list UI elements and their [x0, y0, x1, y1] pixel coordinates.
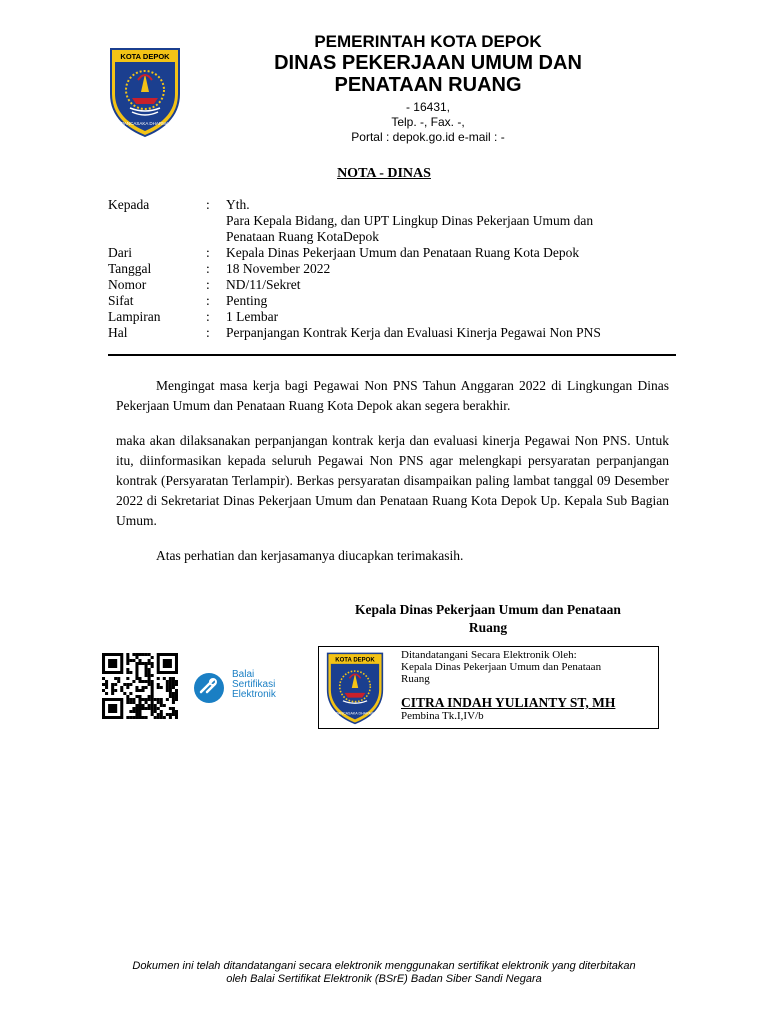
meta-colon: :	[206, 325, 210, 340]
meta-row-dari	[108, 245, 678, 261]
signed-by-label: Ditandatangani Secara Elektronik Oleh:	[401, 649, 577, 661]
meta-label: Lampiran	[108, 309, 161, 324]
logo-text-top: KOTA DEPOK	[120, 52, 170, 61]
meta-colon: :	[206, 293, 210, 308]
memo-header-table	[108, 197, 678, 341]
signatory-title-line1: Kepala Dinas Pekerjaan Umum dan Penataan	[355, 602, 621, 617]
signer-position-line2: Ruang	[401, 673, 430, 685]
kota-depok-emblem	[325, 651, 385, 725]
qr-code	[102, 653, 178, 719]
body-paragraph-3: Atas perhatian dan kerjasamanya diucapkan terimakasih.	[156, 548, 464, 563]
meta-row-sifat	[108, 293, 678, 309]
meta-value: Kepala Dinas Pekerjaan Umum dan Penataan Ruang Kota Depok	[226, 245, 580, 260]
logo-text-top: KOTA DEPOK	[335, 657, 375, 664]
letterhead-agency-line2: PENATAAN RUANG	[334, 74, 522, 96]
meta-colon: :	[206, 261, 210, 276]
meta-value: Penting	[226, 293, 268, 308]
body-paragraph-1: Mengingat masa kerja bagi Pegawai Non PNS Tahun Anggaran 2022 di Lingkungan Dinas Pekerjaan Umum dan Penataan Ruang Kota Depok akan segera berakhir.	[116, 378, 669, 413]
footer-line2: oleh Balai Sertifikat Elektronik (BSrE) Badan Siber Sandi Negara	[226, 973, 542, 985]
document-title: NOTA - DINAS	[337, 166, 431, 181]
bsre-line3: Elektronik	[232, 689, 276, 700]
letterhead-government: PEMERINTAH KOTA DEPOK	[314, 32, 542, 51]
electronic-signature-box	[318, 646, 659, 729]
meta-label: Sifat	[108, 293, 134, 308]
meta-label: Hal	[108, 325, 128, 340]
meta-label: Nomor	[108, 277, 147, 292]
meta-colon: :	[206, 277, 210, 292]
bsre-line1: Balai	[232, 669, 255, 680]
meta-colon: :	[206, 245, 210, 260]
meta-colon: :	[206, 309, 210, 324]
signer-position-line1: Kepala Dinas Pekerjaan Umum dan Penataan	[401, 661, 602, 673]
letterhead-phone: Telp. -, Fax. -,	[391, 115, 465, 129]
signer-name: CITRA INDAH YULIANTY ST, MH	[401, 695, 616, 710]
bsre-wordmark	[232, 670, 276, 700]
letterhead-postal: - 16431,	[405, 100, 451, 114]
header-divider	[108, 354, 676, 356]
meta-value	[226, 197, 678, 245]
letterhead-portal: Portal : depok.go.id e-mail : -	[351, 130, 505, 144]
meta-value: ND/11/Sekret	[226, 277, 301, 292]
kepada-line2: Para Kepala Bidang, dan UPT Lingkup Dinas Pekerjaan Umum dan	[226, 213, 594, 228]
meta-row-hal	[108, 325, 678, 341]
kepada-line1: Yth.	[226, 197, 250, 212]
memo-body	[116, 376, 669, 566]
bsre-line2: Sertifikasi	[232, 679, 276, 690]
kota-depok-emblem	[108, 46, 182, 138]
meta-row-tanggal	[108, 261, 678, 277]
logo-text-bottom: PANCASAKA DHARMA	[335, 711, 375, 716]
signatory-title-line2: Ruang	[468, 620, 508, 635]
meta-row-nomor	[108, 277, 678, 293]
meta-label: Tanggal	[108, 261, 152, 276]
signatory-title	[318, 601, 658, 637]
meta-label: Dari	[108, 245, 132, 260]
meta-value: 1 Lembar	[226, 309, 279, 324]
signature-details	[401, 649, 651, 723]
meta-row-kepada	[108, 197, 678, 245]
letterhead-agency-line1: DINAS PEKERJAAN UMUM DAN	[274, 52, 582, 74]
meta-value: 18 November 2022	[226, 261, 331, 276]
logo-text-bottom: PANCASAKA DHARMA	[121, 121, 169, 126]
kepada-line3: Penataan Ruang KotaDepok	[226, 229, 379, 244]
signer-rank: Pembina Tk.I,IV/b	[401, 710, 484, 722]
letterhead	[188, 32, 668, 145]
footer-note	[0, 960, 768, 986]
footer-line1: Dokumen ini telah ditandatangani secara elektronik menggunakan sertifikat elektronik yang diterbitakan	[132, 960, 636, 972]
meta-label: Kepada	[108, 197, 150, 212]
body-paragraph-2: maka akan dilaksanakan perpanjangan kontrak kerja dan evaluasi kinerja Pegawai Non PNS. Untuk itu, diinformasikan kepada seluruh Pegawai Non PNS agar melengkapi persyaratan perpanjangan kontrak (Persyaratan Terlampir). Berkas persyaratan disampaikan paling lambat tanggal 09 Desember 2022 di Sekretariat Dinas Pekerjaan Umum dan Penataan Ruang Kota Depok Up. Kepala Sub Bagian Umum.	[116, 433, 669, 528]
meta-row-lampiran	[108, 309, 678, 325]
meta-colon: :	[206, 197, 210, 212]
meta-value: Perpanjangan Kontrak Kerja dan Evaluasi Kinerja Pegawai Non PNS	[226, 325, 601, 340]
